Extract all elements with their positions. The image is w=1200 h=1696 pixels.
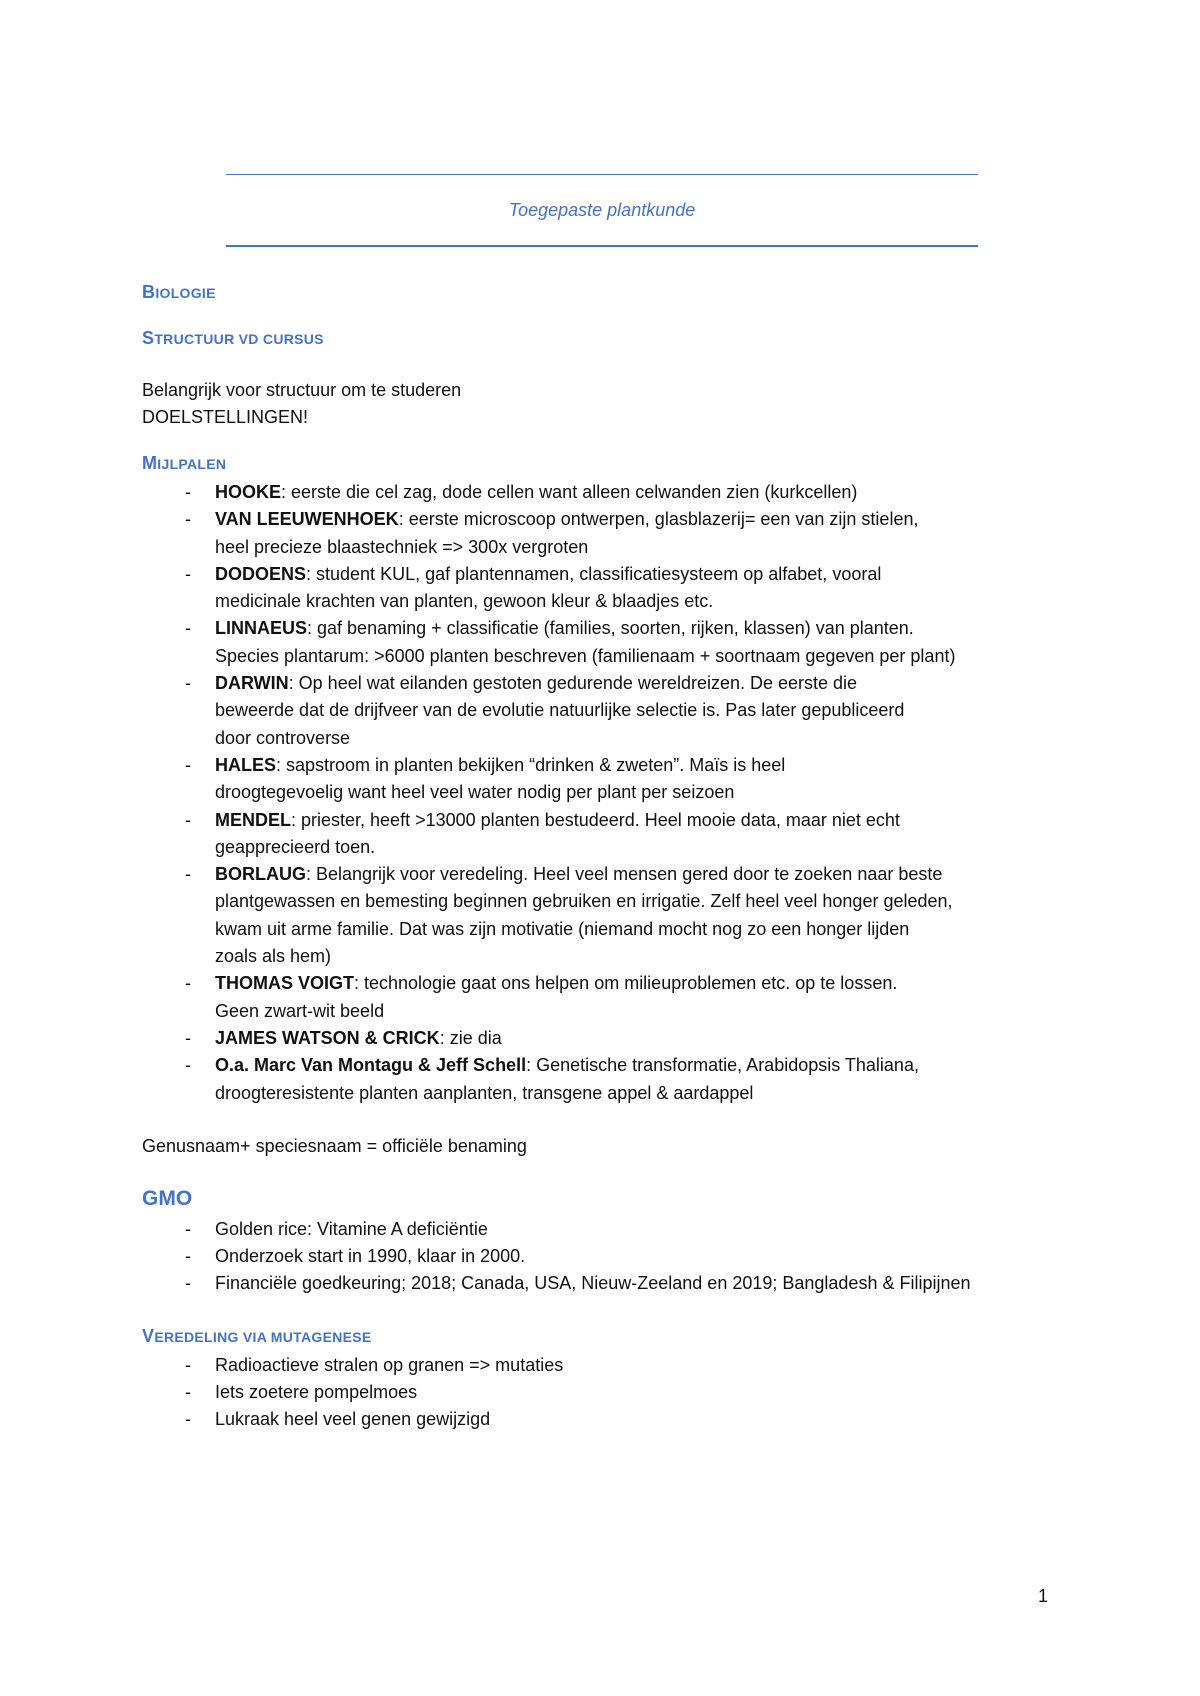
gmo-list	[142, 1216, 1082, 1298]
list-item: - Golden rice: Vitamine A deficiëntie	[142, 1216, 1082, 1243]
list-item: - HALES: sapstroom in planten bekijken “drinken & zweten”. Maïs is heel droogtegevoelig want heel veel water nodig per plant per seizoen	[142, 752, 1082, 807]
title-rule-top	[226, 174, 978, 175]
list-item: - Radioactieve stralen op granen => mutaties	[142, 1352, 1082, 1379]
list-item: - JAMES WATSON & CRICK: zie dia	[142, 1025, 1082, 1052]
heading-veredeling: VEREDELING VIA MUTAGENESE	[142, 1325, 372, 1346]
list-item: - BORLAUG: Belangrijk voor veredeling. Heel veel mensen gered door te zoeken naar beste plantgewassen en bemesting beginnen gebruiken en irrigatie. Zelf heel veel honger geleden, kwam uit arme familie. Dat was zijn motivatie (niemand mocht nog zo een honger lijden zoals als hem)	[142, 861, 1082, 970]
title-rule-bottom	[226, 245, 978, 247]
text-line: Belangrijk voor structuur om te studeren	[142, 380, 462, 400]
list-item: - DARWIN: Op heel wat eilanden gestoten gedurende wereldreizen. De eerste die beweerde dat de drijfveer van de evolutie natuurlijke selectie is. Pas later gepubliceerd door controverse	[142, 670, 1082, 752]
document-body	[142, 282, 1082, 1434]
list-item: - VAN LEEUWENHOEK: eerste microscoop ontwerpen, glasblazerij= een van zijn stielen, heel precieze blaastechniek => 300x vergroten	[142, 506, 1082, 561]
list-item: - Iets zoetere pompelmoes	[142, 1379, 1082, 1406]
list-item: - MENDEL: priester, heeft >13000 planten bestudeerd. Heel mooie data, maar niet echt geapprecieerd toen.	[142, 807, 1082, 862]
list-item: - Lukraak heel veel genen gewijzigd	[142, 1406, 1082, 1433]
benaming-note: Genusnaam+ speciesnaam = officiële benaming	[142, 1135, 527, 1156]
title-block	[226, 174, 978, 247]
page-number: 1	[1038, 1586, 1049, 1606]
mijlpalen-list	[142, 479, 1082, 1107]
list-item: - DODOENS: student KUL, gaf plantennamen, classificatiesysteem op alfabet, vooral medicinale krachten van planten, gewoon kleur & blaadjes etc.	[142, 561, 1082, 616]
heading-structuur: STRUCTUUR VD CURSUS	[142, 328, 324, 348]
structuur-paragraph	[142, 377, 1082, 431]
veredeling-list	[142, 1352, 1082, 1434]
list-item: - Financiële goedkeuring; 2018; Canada, USA, Nieuw-Zeeland en 2019; Bangladesh & Filipijnen	[142, 1270, 1082, 1297]
list-item: - Onderzoek start in 1990, klaar in 2000.	[142, 1243, 1082, 1270]
list-item: - HOOKE: eerste die cel zag, dode cellen want alleen celwanden zien (kurkcellen)	[142, 479, 1082, 506]
heading-gmo: GMO	[142, 1186, 193, 1210]
list-item: - O.a. Marc Van Montagu & Jeff Schell: Genetische transformatie, Arabidopsis Thaliana, droogteresistente planten aanplanten, transgene appel & aardappel	[142, 1052, 1082, 1107]
document-title: Toegepaste plantkunde	[508, 200, 696, 220]
text-line: DOELSTELLINGEN!	[142, 407, 309, 427]
list-item: - LINNAEUS: gaf benaming + classificatie (families, soorten, rijken, klassen) van planten. Species plantarum: >6000 planten beschreven (familienaam + soortnaam gegeven per plant)	[142, 615, 1082, 670]
heading-mijlpalen: MIJLPALEN	[142, 453, 227, 473]
heading-biologie: BIOLOGIE	[142, 282, 216, 302]
list-item: - THOMAS VOIGT: technologie gaat ons helpen om milieuproblemen etc. op te lossen. Geen zwart-wit beeld	[142, 970, 1082, 1025]
